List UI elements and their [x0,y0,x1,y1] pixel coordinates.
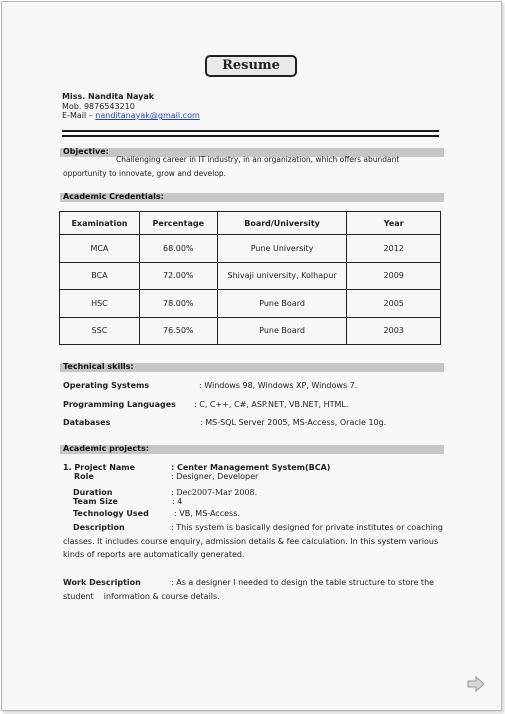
table-cell: 2012 [347,235,441,263]
table-cell: 78.00% [139,290,217,318]
email-link[interactable]: nanditanayak@gmail.com [95,111,200,120]
technology-label: Technology Used [73,509,149,518]
email-label: E-Mail – [62,111,96,120]
table-row [60,262,441,290]
table-cell: 2003 [347,317,441,345]
table-cell: Pune Board [217,290,347,318]
table-row [60,317,441,345]
table-cell: 2005 [347,290,441,318]
table-cell: BCA [60,262,140,290]
description-line-2: classes. It includes course enquiry, admission details & fee calculation. In this system various [63,537,439,546]
duration-value: : Dec2007-Mar 2008. [171,488,258,497]
work-description-line-2: student information & course details. [63,592,220,601]
table-cell: Shivaji university, Kolhapur [217,262,347,290]
role-label: Role [74,472,94,481]
resume-title: Resume [205,55,297,77]
skills-heading: Technical skills: [60,363,444,372]
table-cell: SSC [60,317,140,345]
table-cell: MCA [60,235,140,263]
description-label: Description [73,523,125,532]
candidate-name: Miss. Nandita Nayak [62,92,155,101]
table-row [60,290,441,318]
column-header: Percentage [139,212,217,235]
objective-heading: Objective: [60,148,444,157]
mobile-number: Mob. 9876543210 [62,101,135,111]
skill-value-databases: : MS-SQL Server 2005, MS-Access, Oracle 10g. [200,418,387,427]
skill-label-os: Operating Systems [63,381,150,390]
duration-label: Duration [73,488,113,497]
skill-value-os: : Windows 98, Windows XP, Windows 7. [199,381,358,390]
work-description-line-1: : As a designer I needed to design the table structure to store the [171,578,435,587]
table-cell: 76.50% [139,317,217,345]
skill-label-databases: Databases [63,418,111,427]
contact-header [62,92,200,121]
table-cell: Pune Board [217,317,347,345]
table-row [60,235,441,263]
divider-line-bottom [62,135,439,137]
divider-line-top [62,130,439,132]
column-header: Year [347,212,441,235]
table-cell: HSC [60,290,140,318]
next-arrow-icon[interactable] [466,674,486,694]
column-header: Examination [60,212,140,235]
table-header-row [60,212,441,235]
role-value: : Designer, Developer [171,472,259,481]
table-cell: 72.00% [139,262,217,290]
projects-heading: Academic projects: [60,445,444,454]
objective-line-1: Challenging career in IT industry, in an organization, which offers abundant [116,155,400,164]
email-line [62,111,200,121]
description-line-1: : This system is basically designed for private institutes or coaching [171,523,443,532]
description-line-3: kinds of reports are automatically generated. [63,550,245,559]
project-name-value: : Center Management System(BCA) [171,463,331,472]
table-cell: 68.00% [139,235,217,263]
skill-label-languages: Programming Languages [63,400,176,409]
academic-heading: Academic Credentials: [60,193,444,202]
team-size-value: : 4 [172,497,183,506]
column-header: Board/University [217,212,347,235]
work-description-label: Work Description [63,578,141,587]
objective-line-2: opportunity to innovate, grow and develop. [63,169,227,178]
project-name-label: 1. Project Name [63,463,136,472]
table-cell: 2009 [347,262,441,290]
skill-value-languages: : C, C++, C#, ASP.NET, VB.NET, HTML. [194,400,349,409]
academic-table [59,211,441,345]
team-size-label: Team Size [73,497,118,506]
table-cell: Pune University [217,235,347,263]
technology-value: : VB, MS-Access. [174,509,240,518]
